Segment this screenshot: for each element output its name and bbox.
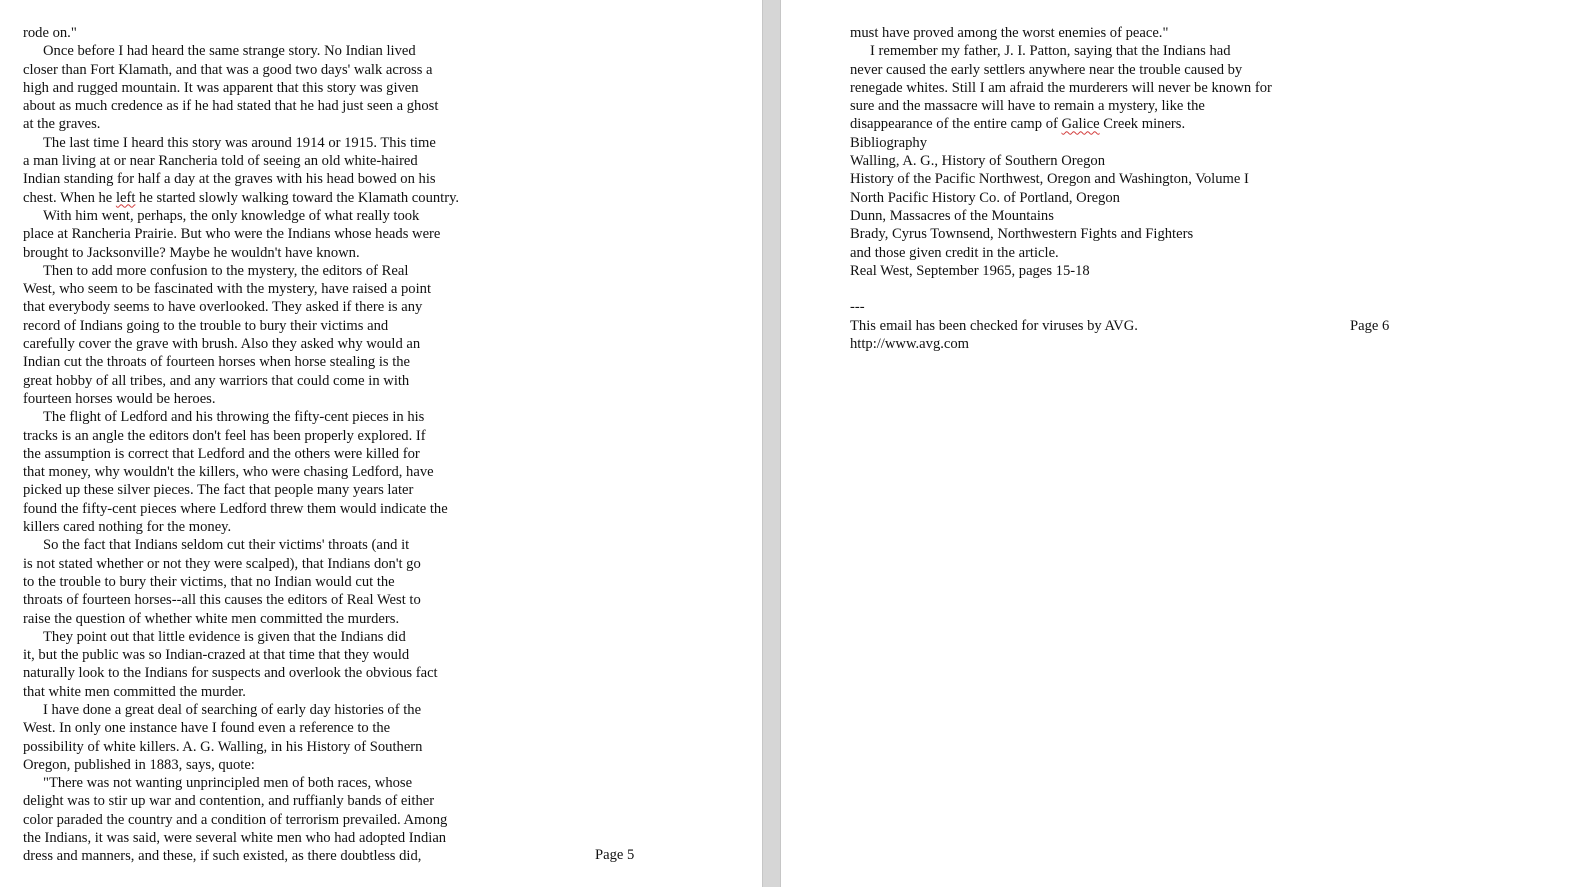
text-line: that money, why wouldn't the killers, who were chasing Ledford, have: [23, 464, 434, 481]
text-line: disappearance of the entire camp of Galice Creek miners.: [850, 116, 1186, 133]
text-line: it, but the public was so Indian-crazed at that time that they would: [23, 647, 410, 664]
page-number: Page 5: [595, 847, 635, 863]
text-line: to the trouble to bury their victims, that no Indian would cut the: [23, 573, 395, 590]
spellcheck-flagged-word[interactable]: left: [115, 189, 136, 206]
text-line: raise the question of whether white men committed the murders.: [23, 610, 400, 627]
page-5-text: [23, 24, 583, 866]
text-line: Once before I had heard the same strange story. No Indian lived: [43, 43, 416, 60]
text-line: chest. When he left he started slowly walking toward the Klamath country.: [23, 189, 460, 206]
page-number: Page 6: [1350, 318, 1390, 334]
text-line: never caused the early settlers anywhere near the trouble caused by: [850, 61, 1243, 78]
text-line: record of Indians going to the trouble to bury their victims and: [23, 317, 389, 334]
email-footer-link[interactable]: http://www.avg.com: [850, 336, 970, 353]
text-line: West, who seem to be fascinated with the mystery, have raised a point: [23, 281, 432, 298]
text-line: high and rugged mountain. It was apparent that this story was given: [23, 79, 419, 96]
text-line: "There was not wanting unprincipled men of both races, whose: [43, 775, 413, 792]
text-line: found the fifty-cent pieces where Ledford threw them would indicate the: [23, 500, 448, 517]
text-line: The flight of Ledford and his throwing the fifty-cent pieces in his: [43, 409, 425, 426]
text-line: brought to Jacksonville? Maybe he wouldn't have known.: [23, 244, 360, 261]
page-5: [0, 0, 762, 887]
text-line: the Indians, it was said, were several white men who had adopted Indian: [23, 830, 447, 847]
text-line: throats of fourteen horses--all this causes the editors of Real West to: [23, 592, 421, 609]
page-gutter: [762, 0, 781, 887]
text-line: Indian standing for half a day at the graves with his head bowed on his: [23, 171, 436, 188]
bibliography-entry: History of the Pacific Northwest, Oregon and Washington, Volume I: [850, 171, 1249, 188]
bibliography-entry: North Pacific History Co. of Portland, Oregon: [850, 189, 1120, 206]
text-line: picked up these silver pieces. The fact that people many years later: [23, 482, 414, 499]
bibliography-heading: Bibliography: [850, 134, 928, 151]
text-line: fourteen horses would be heroes.: [23, 390, 216, 407]
text-line: Then to add more confusion to the mystery, the editors of Real: [43, 262, 409, 279]
text-line: dress and manners, and these, if such existed, as there doubtless did,: [23, 848, 422, 865]
text-line: sure and the massacre will have to remain a mystery, like the: [850, 98, 1205, 115]
bibliography-entry: Brady, Cyrus Townsend, Northwestern Fights and Fighters: [850, 226, 1194, 243]
signature-separator: ---: [850, 299, 865, 316]
bibliography-entry: and those given credit in the article.: [850, 244, 1059, 261]
page-6: [781, 0, 1579, 887]
bibliography-entry: Walling, A. G., History of Southern Oregon: [850, 153, 1105, 170]
text-line: West. In only one instance have I found even a reference to the: [23, 720, 391, 737]
text-line: I remember my father, J. I. Patton, saying that the Indians had: [870, 43, 1231, 60]
text-line: I have done a great deal of searching of early day histories of the: [43, 701, 422, 718]
text-line: possibility of white killers. A. G. Walling, in his History of Southern: [23, 738, 423, 755]
text-line: color paraded the country and a condition of terrorism prevailed. Among: [23, 811, 448, 828]
spellcheck-flagged-word[interactable]: Galice: [1061, 116, 1100, 133]
text-line: place at Rancheria Prairie. But who were the Indians whose heads were: [23, 226, 441, 243]
email-footer-line: This email has been checked for viruses by AVG.: [850, 317, 1138, 334]
text-line: Indian cut the throats of fourteen horses when horse stealing is the: [23, 354, 411, 371]
text-line: the assumption is correct that Ledford and the others were killed for: [23, 445, 420, 462]
text-line: must have proved among the worst enemies of peace.": [850, 25, 1169, 41]
text-line: The last time I heard this story was around 1914 or 1915. This time: [43, 134, 436, 151]
text-line: delight was to stir up war and contention, and ruffianly bands of either: [23, 793, 435, 810]
text-line: renegade whites. Still I am afraid the murderers will never be known for: [850, 79, 1272, 96]
text-line: So the fact that Indians seldom cut their victims' throats (and it: [43, 537, 410, 554]
text-line: a man living at or near Rancheria told of seeing an old white-haired: [23, 153, 418, 170]
text-line: carefully cover the grave with brush. Also they asked why would an: [23, 336, 421, 353]
text-line: killers cared nothing for the money.: [23, 519, 232, 536]
text-line: naturally look to the Indians for suspects and overlook the obvious fact: [23, 665, 438, 682]
bibliography-entry: Dunn, Massacres of the Mountains: [850, 207, 1054, 224]
text-line: great hobby of all tribes, and any warriors that could come in with: [23, 372, 410, 389]
text-line: Oregon, published in 1883, says, quote:: [23, 756, 255, 773]
blank-line: [850, 280, 1410, 298]
text-line: tracks is an angle the editors don't feel has been properly explored. If: [23, 427, 426, 444]
text-line: rode on.": [23, 25, 77, 41]
text-line: With him went, perhaps, the only knowledge of what really took: [43, 207, 420, 224]
text-line: closer than Fort Klamath, and that was a good two days' walk across a: [23, 61, 433, 78]
text-line: about as much credence as if he had stated that he had just seen a ghost: [23, 98, 439, 115]
bibliography-entry: Real West, September 1965, pages 15-18: [850, 262, 1090, 279]
page-6-text: [850, 24, 1410, 353]
text-line: that white men committed the murder.: [23, 683, 246, 700]
text-line: They point out that little evidence is given that the Indians did: [43, 628, 406, 645]
text-line: at the graves.: [23, 116, 101, 133]
text-line: is not stated whether or not they were scalped), that Indians don't go: [23, 555, 421, 572]
text-line: that everybody seems to have overlooked. They asked if there is any: [23, 299, 423, 316]
